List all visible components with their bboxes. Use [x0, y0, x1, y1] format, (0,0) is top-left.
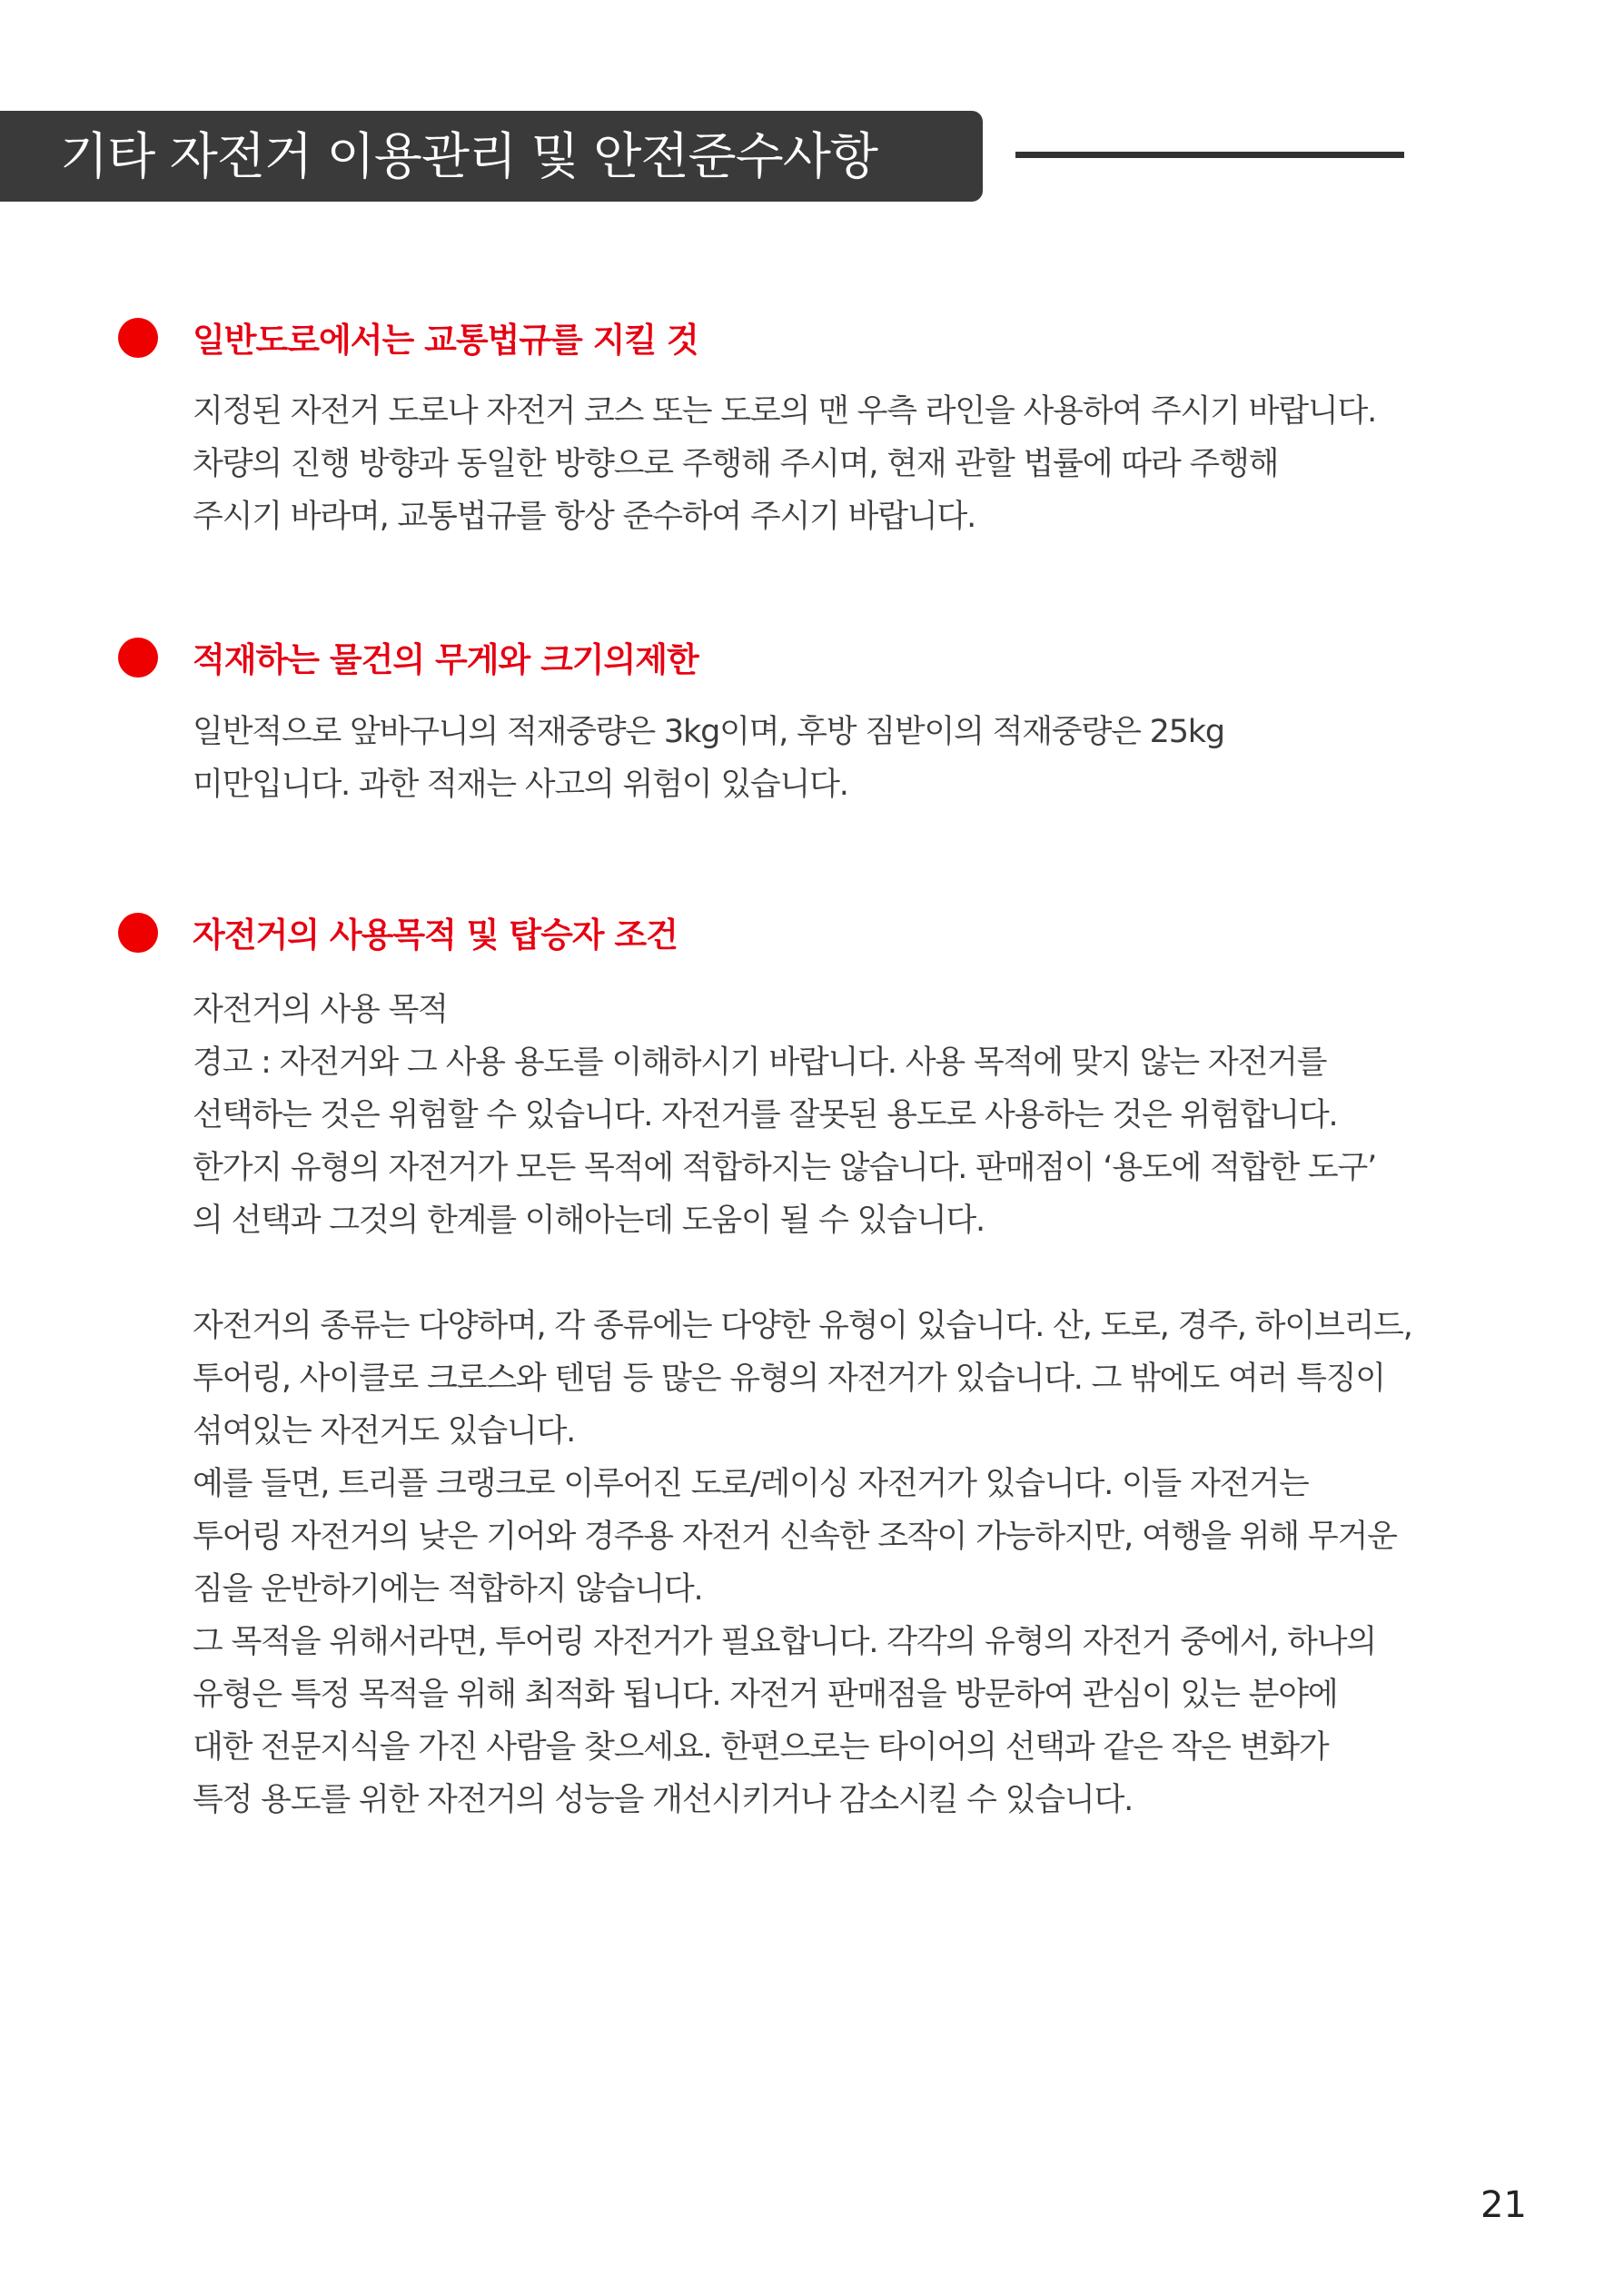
- body-line: 선택하는 것은 위험할 수 있습니다. 자전거를 잘못된 용도로 사용하는 것은 위험합니다.: [193, 1097, 1338, 1133]
- section-title-purpose-and-rider: 자전거의 사용목적 및 탑승자 조건: [193, 915, 678, 955]
- body-line: 차량의 진행 방향과 동일한 방향으로 주행해 주시며, 현재 관할 법률에 따라 주행해: [193, 446, 1279, 482]
- section-title-traffic-rules: 일반도로에서는 교통법규를 지킬 것: [193, 321, 698, 360]
- section-body-purpose-and-rider: [193, 984, 1555, 1826]
- body-line: 특정 용도를 위한 자전거의 성능을 개선시키거나 감소시킬 수 있습니다.: [193, 1782, 1134, 1818]
- paragraph-spacer: [193, 1247, 1555, 1300]
- body-line: 일반적으로 앞바구니의 적재중량은 3kg이며, 후방 짐받이의 적재중량은 25kg: [193, 714, 1224, 750]
- body-line: 자전거의 종류는 다양하며, 각 종류에는 다양한 유형이 있습니다. 산, 도로, 경주, 하이브리드,: [193, 1308, 1412, 1344]
- body-line: 주시기 바라며, 교통법규를 항상 준수하여 주시기 바랍니다.: [193, 499, 976, 535]
- body-line: 한가지 유형의 자전거가 모든 목적에 적합하지는 않습니다. 판매점이 ‘용도에 적합한 도구’: [193, 1150, 1376, 1186]
- red-bullet-icon: [118, 638, 158, 678]
- body-line: 그 목적을 위해서라면, 투어링 자전거가 필요합니다. 각각의 유형의 자전거 중에서, 하나의: [193, 1624, 1376, 1660]
- page-number: 21: [1480, 2184, 1527, 2226]
- body-line: 경고 : 자전거와 그 사용 용도를 이해하시기 바랍니다. 사용 목적에 맞지 않는 자전거를: [193, 1044, 1327, 1081]
- body-line: 미만입니다. 과한 적재는 사고의 위험이 있습니다.: [193, 767, 848, 803]
- section-body-load-limits: [193, 706, 1555, 811]
- red-bullet-icon: [118, 913, 158, 953]
- body-line: 투어링, 사이클로 크로스와 텐덤 등 많은 유형의 자전거가 있습니다. 그 밖에도 여러 특징이: [193, 1361, 1385, 1397]
- page-header: [0, 111, 983, 202]
- body-line: 자전거의 사용 목적: [193, 992, 448, 1028]
- body-line: 투어링 자전거의 낮은 기어와 경주용 자전거 신속한 조작이 가능하지만, 여행을 위해 무거운: [193, 1519, 1397, 1555]
- header-divider: [1015, 152, 1404, 158]
- body-line: 유형은 특정 목적을 위해 최적화 됩니다. 자전거 판매점을 방문하여 관심이 있는 분야에: [193, 1677, 1338, 1713]
- body-line: 지정된 자전거 도로나 자전거 코스 또는 도로의 맨 우측 라인을 사용하여 주시기 바랍니다.: [193, 393, 1376, 430]
- page-title: 기타 자전거 이용관리 및 안전준수사항: [60, 127, 878, 185]
- body-line: 짐을 운반하기에는 적합하지 않습니다.: [193, 1571, 703, 1608]
- body-line: 대한 전문지식을 가진 사람을 찾으세요. 한편으로는 타이어의 선택과 같은 작은 변화가: [193, 1729, 1329, 1766]
- section-title-load-limits: 적재하는 물건의 무게와 크기의제한: [193, 640, 698, 679]
- body-line: 의 선택과 그것의 한계를 이해아는데 도움이 될 수 있습니다.: [193, 1202, 985, 1239]
- body-line: 예를 들면, 트리플 크랭크로 이루어진 도로/레이싱 자전거가 있습니다. 이들 자전거는: [193, 1466, 1309, 1502]
- section-body-traffic-rules: [193, 385, 1555, 543]
- body-line: 섞여있는 자전거도 있습니다.: [193, 1413, 576, 1450]
- red-bullet-icon: [118, 318, 158, 358]
